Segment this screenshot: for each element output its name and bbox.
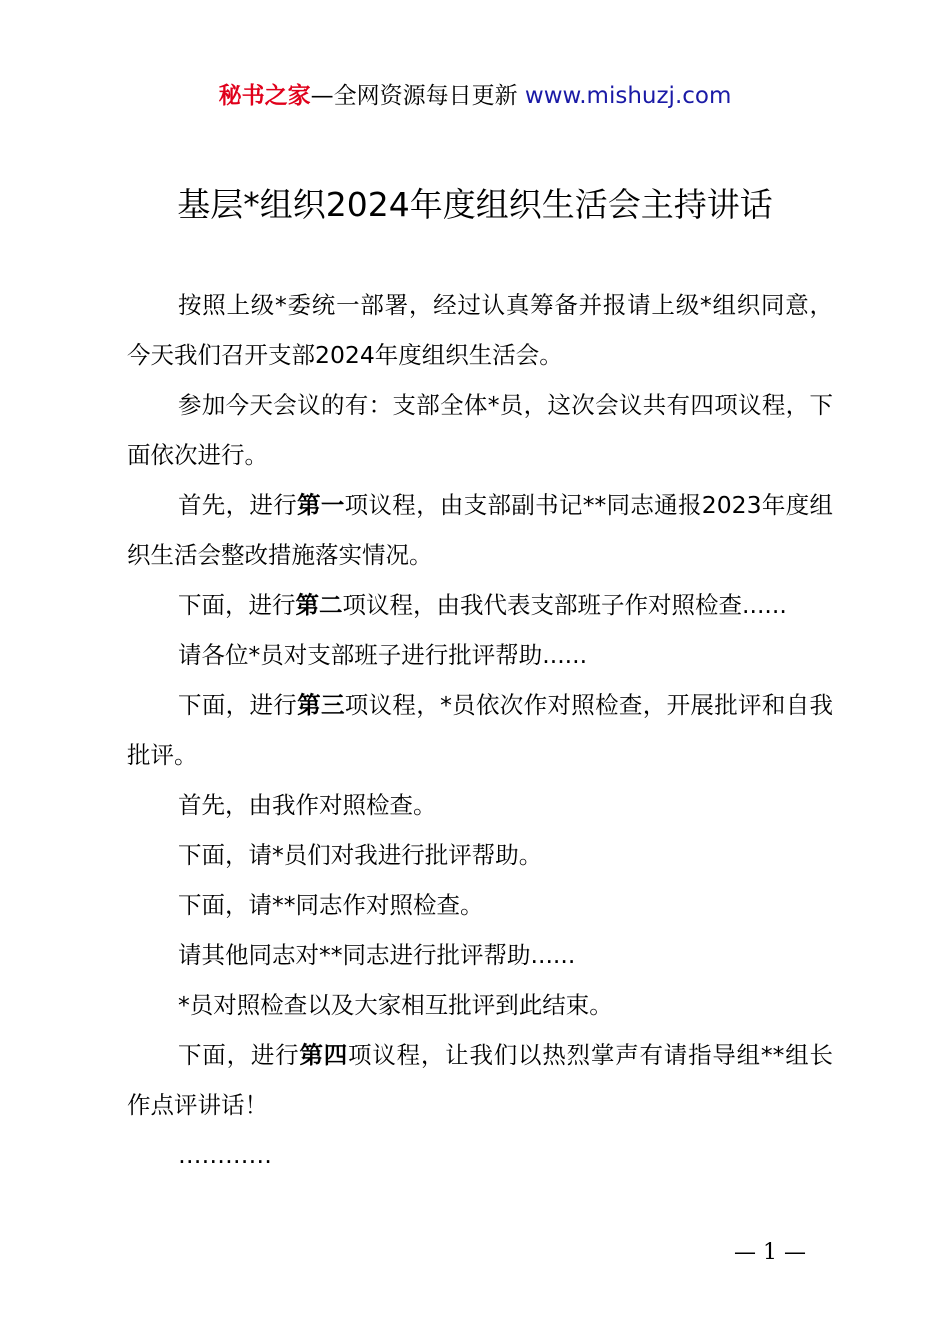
paragraph: 按照上级*委统一部署，经过认真筹备并报请上级*组织同意，今天我们召开支部2024年度组织生活会。 xyxy=(127,291,833,369)
paragraph: *员对照检查以及大家相互批评到此结束。 xyxy=(178,991,613,1019)
site-url-link[interactable]: www.mishuzj.com xyxy=(524,83,732,109)
page-title: 基层*组织2024年度组织生活会主持讲话 xyxy=(177,185,773,224)
paragraph: 首先，由我作对照检查。 xyxy=(178,791,437,819)
paragraph: 下面，进行第三项议程，*员依次作对照检查，开展批评和自我批评。 xyxy=(127,691,834,769)
paragraph: 请其他同志对**同志进行批评帮助...... xyxy=(178,941,576,969)
paragraph: 下面，请**同志作对照检查。 xyxy=(178,891,484,919)
paragraph: 请各位*员对支部班子进行批评帮助...... xyxy=(178,641,588,669)
document-body xyxy=(127,280,833,1180)
header-tagline: —全网资源每日更新 xyxy=(310,83,518,109)
paragraph: ………… xyxy=(178,1141,272,1169)
page-number: — 1 — xyxy=(734,1240,806,1265)
paragraph: 下面，进行第二项议程，由我代表支部班子作对照检查...... xyxy=(178,591,787,619)
brand-name: 秘书之家 xyxy=(218,83,311,109)
paragraph: 首先，进行第一项议程，由支部副书记**同志通报2023年度组织生活会整改措施落实情况。 xyxy=(127,491,834,569)
paragraph: 下面，请*员们对我进行批评帮助。 xyxy=(178,841,543,869)
paragraph: 参加今天会议的有：支部全体*员，这次会议共有四项议程，下面依次进行。 xyxy=(127,391,833,469)
paragraph: 下面，进行第四项议程，让我们以热烈掌声有请指导组**组长作点评讲话！ xyxy=(127,1041,834,1119)
site-header xyxy=(0,80,950,112)
